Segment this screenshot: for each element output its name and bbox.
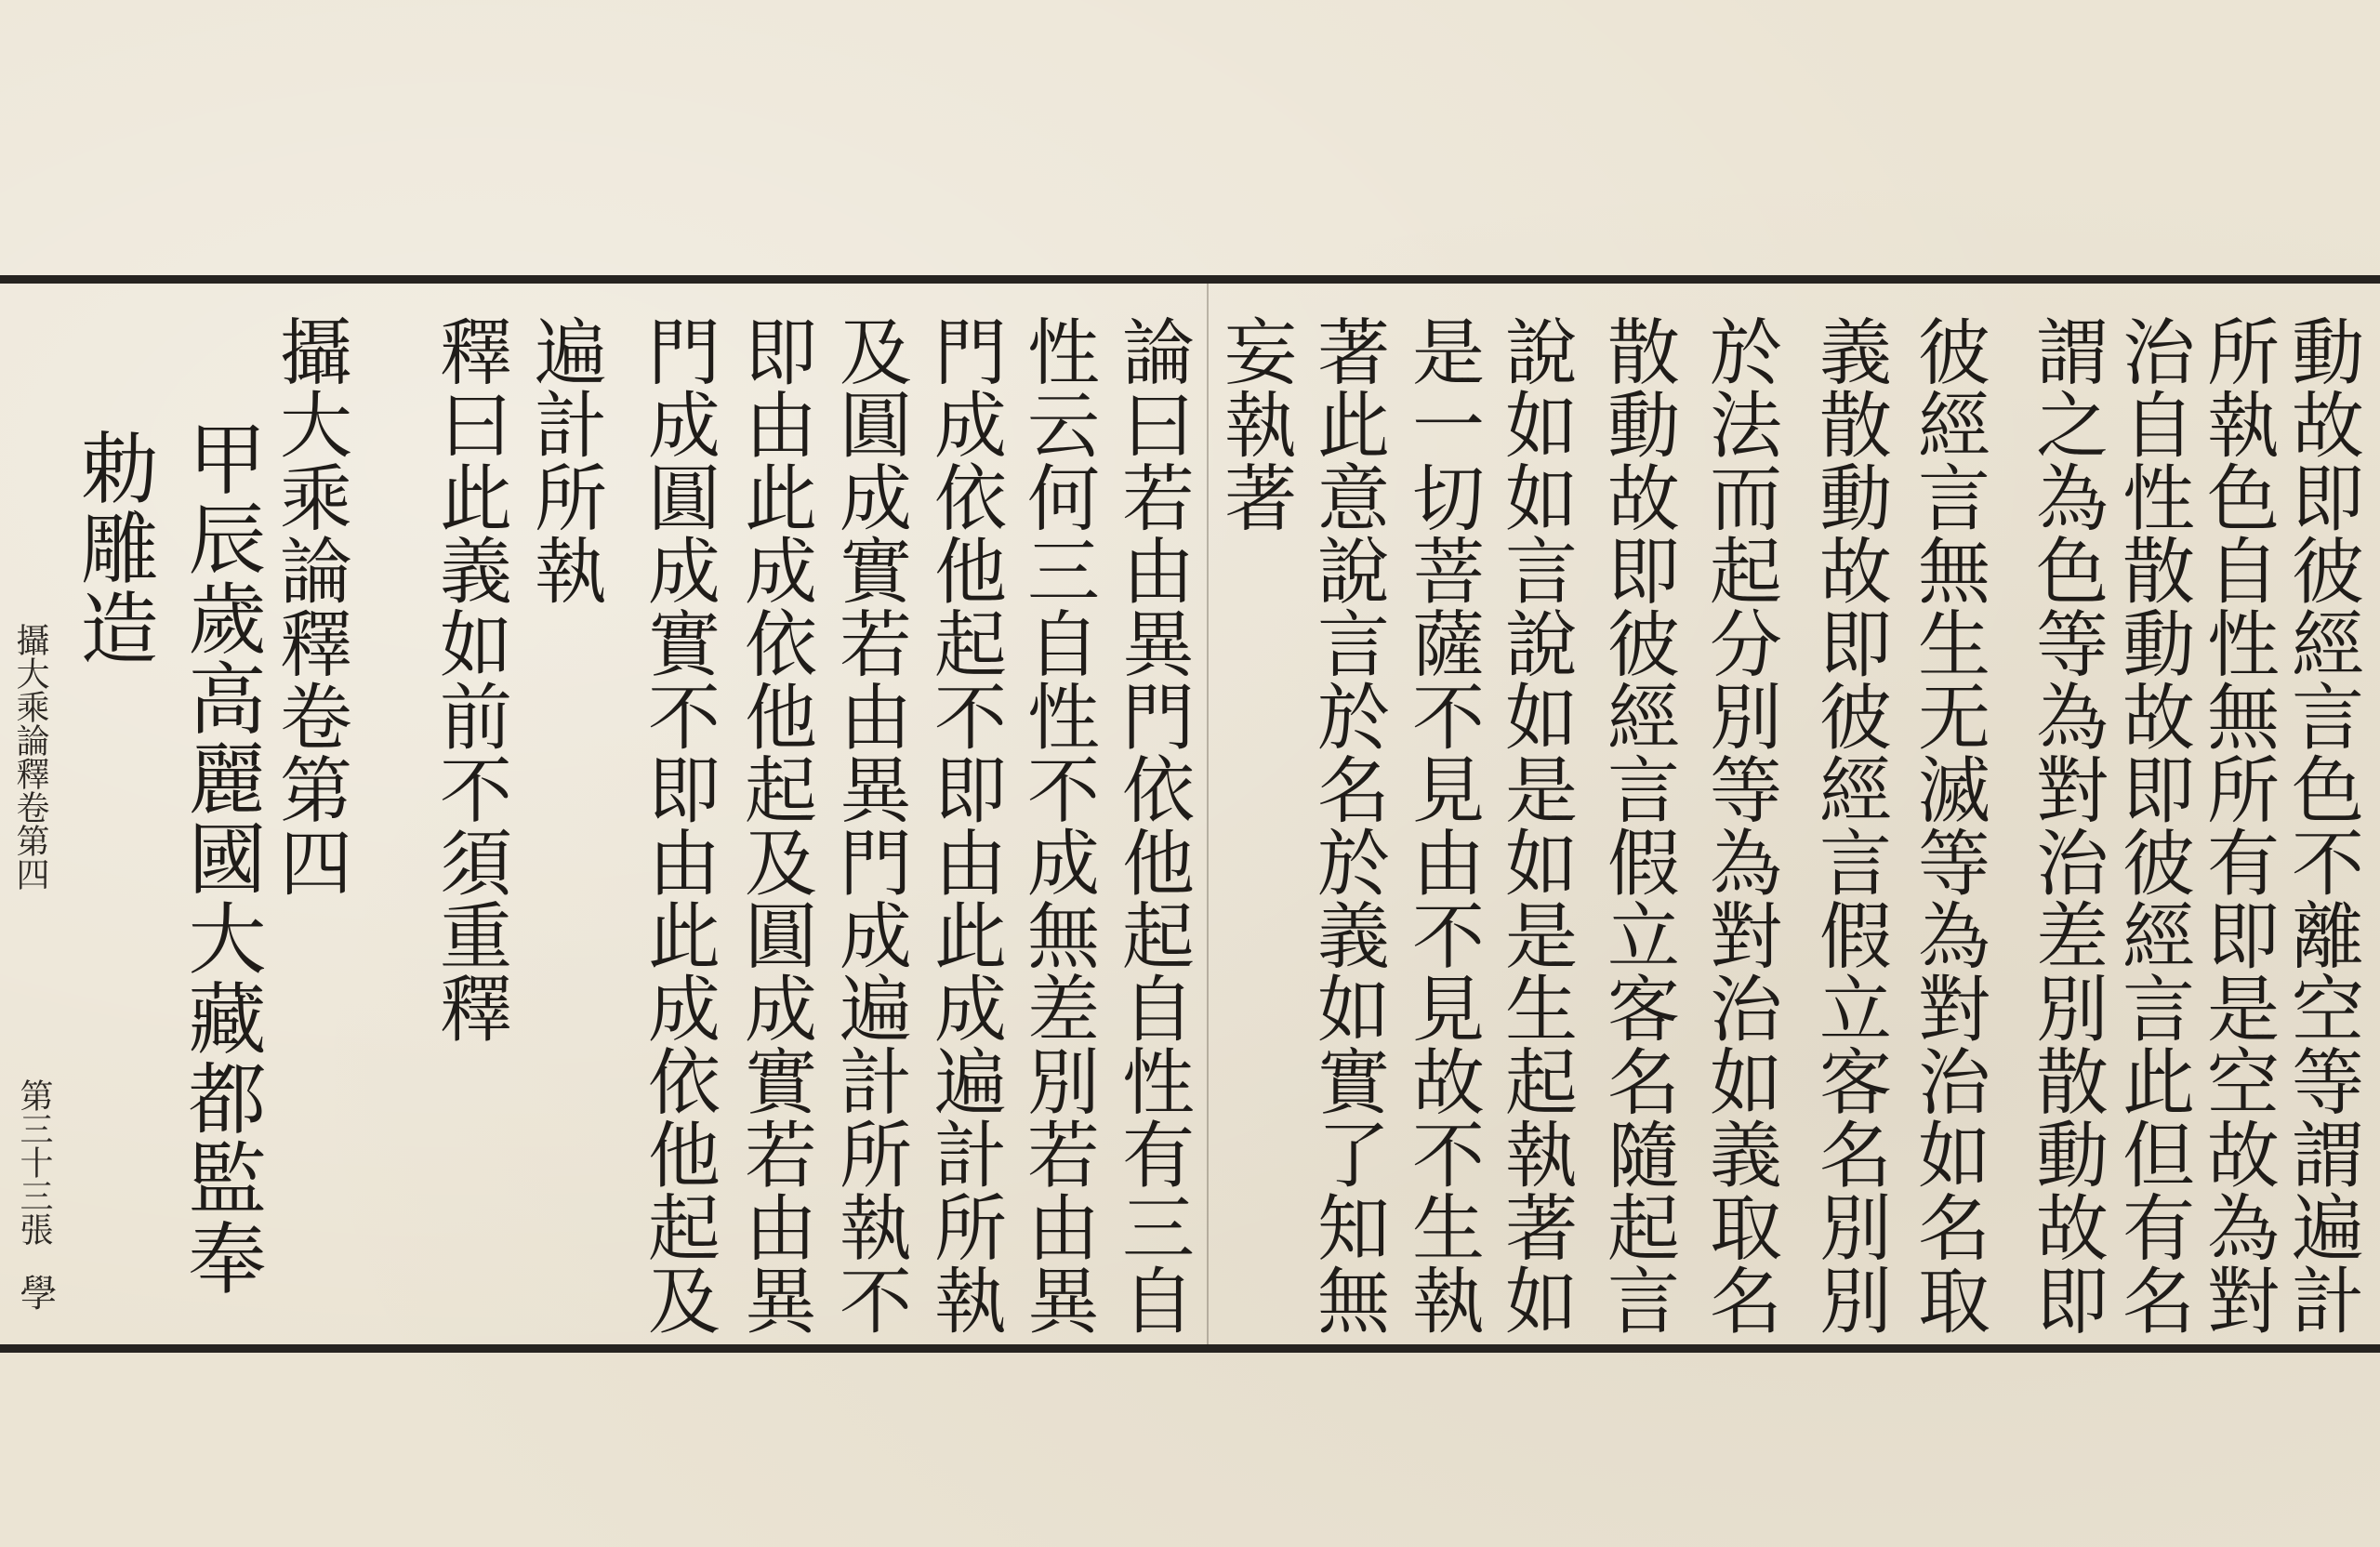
margin-page-number: 第三十三張: [15, 1078, 53, 1246]
text-column: 著此意說言於名於義如實了知無: [1305, 314, 1389, 1336]
text-column: 謂之為色等為對治差別散動故即: [2024, 314, 2108, 1336]
text-column: 釋曰此義如前不須重釋: [428, 314, 511, 1044]
text-column: 說如如言說如是如是生起執著如: [1493, 314, 1577, 1336]
text-column: 性云何三自性不成無差別若由異: [1015, 314, 1099, 1336]
text-column: 即由此成依他起及圓成實若由異: [733, 314, 816, 1336]
colophon-line: 甲辰歲高麗國大藏都監奉: [176, 418, 267, 1298]
text-column: 義散動故即彼經言假立客名別別: [1807, 314, 1891, 1336]
bottom-border-line: [0, 1344, 2380, 1353]
text-column: 彼經言無生无滅等為對治如名取: [1906, 314, 1990, 1336]
text-column: 治自性散動故即彼經言此但有名: [2110, 314, 2194, 1336]
margin-title: 攝大乘論釋卷第四: [11, 623, 49, 891]
text-column: 是一切菩薩不見由不見故不生執: [1400, 314, 1484, 1336]
text-column: 動故即彼經言色不離空等謂遍計: [2280, 314, 2363, 1336]
margin-mark: 學: [14, 1274, 57, 1311]
text-column: 妄執著: [1212, 314, 1296, 534]
text-column: 門成圓成實不即由此成依他起及: [636, 314, 720, 1336]
text-column: 散動故即彼經言假立客名隨起言: [1595, 314, 1679, 1336]
volume-end-title: 攝大乘論釋卷第四: [268, 314, 351, 898]
text-column: 遍計所執: [522, 314, 606, 606]
text-column: 所執色自性無所有即是空故為對: [2195, 314, 2279, 1336]
text-column: 論曰若由異門依他起自性有三自: [1110, 314, 1194, 1336]
text-column: 及圓成實若由異門成遍計所執不: [827, 314, 911, 1336]
colophon-line: 勅雕造: [68, 428, 159, 668]
text-column: 門成依他起不即由此成遍計所執: [922, 314, 1006, 1336]
top-border-line: [0, 275, 2380, 284]
panel-divider: [1207, 284, 1209, 1344]
text-column: 於法而起分別等為對治如義取名: [1698, 314, 1781, 1336]
